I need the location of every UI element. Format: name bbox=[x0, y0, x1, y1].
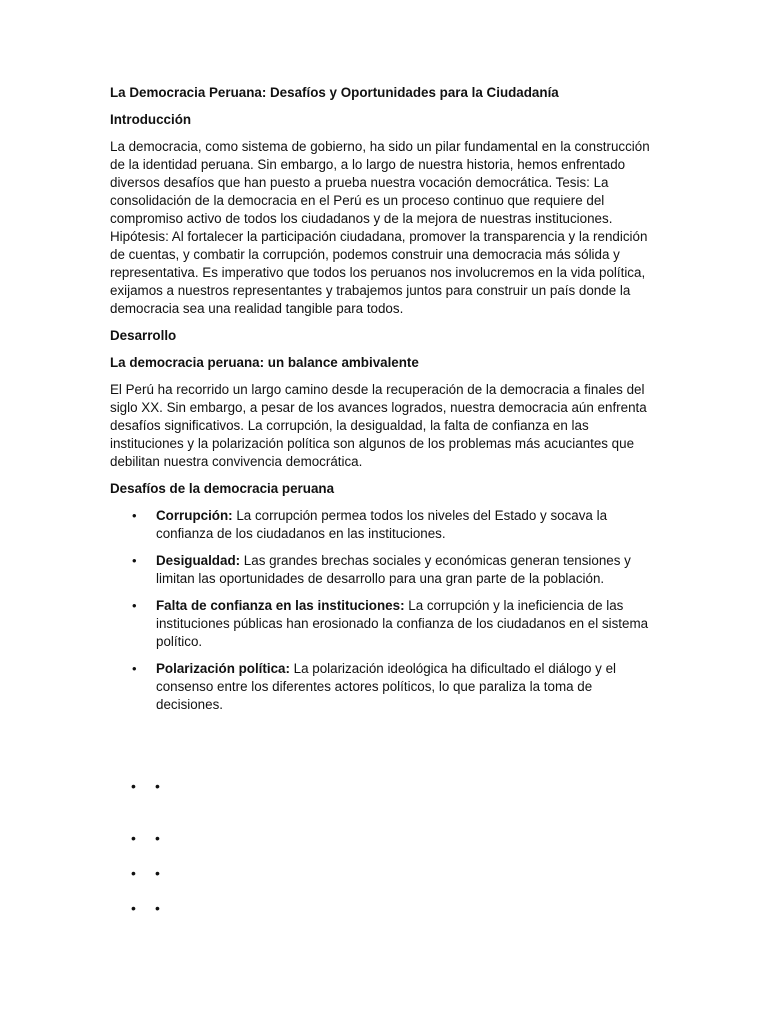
intro-heading: Introducción bbox=[110, 112, 192, 127]
development-heading: Desarrollo bbox=[110, 328, 177, 343]
challenge-text: Las grandes brechas sociales y económicas generan tensiones y limitan las oportunidades de desarrollo para una gran parte de la población. bbox=[156, 553, 631, 586]
challenges-heading: Desafíos de la democracia peruana bbox=[110, 481, 335, 496]
document-page bbox=[110, 84, 658, 723]
intro-paragraph: La democracia, como sistema de gobierno, ha sido un pilar fundamental en la construcción de la identidad peruana. Sin embargo, a lo largo de nuestra historia, hemos enfrentado diversos desafíos que han puesto a prueba nuestra vocación democrática. Tesis: La consolidación de la democracia en el Perú es un proceso continuo que requiere del compromiso activo de todos los ciudadanos y de la mejora de nuestras instituciones. Hipótesis: Al fortalecer la participación ciudadana, promover la transparencia y la rendición de cuentas, y combatir la corrupción, podemos construir una democracia más sólida y representativa. Es imperativo que todos los peruanos nos involucremos en la vida política, exijamos a nuestros representantes y trabajemos juntos para construir un país donde la democracia sea una realidad tangible para todos. bbox=[110, 139, 650, 316]
challenge-text: La polarización ideológica ha dificultado el diálogo y el consenso entre los diferentes actores políticos, lo que paraliza la toma de decisiones. bbox=[156, 661, 616, 712]
bullet-icon: • bbox=[155, 830, 160, 846]
document-title: La Democracia Peruana: Desafíos y Oportunidades para la Ciudadanía bbox=[110, 85, 559, 100]
empty-list-item bbox=[131, 830, 191, 850]
balance-heading: La democracia peruana: un balance ambivalente bbox=[110, 355, 419, 370]
empty-list-item bbox=[131, 900, 191, 920]
list-item bbox=[110, 660, 658, 714]
challenge-term: Falta de confianza en las instituciones: bbox=[156, 598, 405, 613]
bullet-icon: • bbox=[132, 553, 137, 568]
bullet-icon: • bbox=[131, 865, 136, 881]
list-item bbox=[110, 552, 658, 588]
bullet-icon: • bbox=[132, 508, 137, 523]
challenge-term: Corrupción: bbox=[156, 508, 233, 523]
balance-paragraph: El Perú ha recorrido un largo camino desde la recuperación de la democracia a finales del siglo XX. Sin embargo, a pesar de los avances logrados, nuestra democracia aún enfrenta desafíos significativos. La corrupción, la desigualdad, la falta de confianza en las instituciones y la polarización política son algunos de los problemas más acuciantes que debilitan nuestra convivencia democrática. bbox=[110, 382, 647, 469]
bullet-icon: • bbox=[155, 865, 160, 881]
challenge-term: Desigualdad: bbox=[156, 553, 241, 568]
bullet-icon: • bbox=[132, 661, 137, 676]
bullet-icon: • bbox=[155, 900, 160, 916]
list-item bbox=[110, 597, 658, 651]
challenge-text: La corrupción y la ineficiencia de las instituciones públicas han erosionado la confianza de los ciudadanos en el sistema político. bbox=[156, 598, 649, 649]
empty-list-item bbox=[131, 778, 191, 798]
challenges-list bbox=[110, 507, 658, 714]
bullet-icon: • bbox=[132, 598, 137, 613]
empty-list-item bbox=[131, 865, 191, 885]
bullet-icon: • bbox=[131, 830, 136, 846]
challenge-term: Polarización política: bbox=[156, 661, 290, 676]
bullet-icon: • bbox=[131, 778, 136, 794]
bullet-icon: • bbox=[155, 778, 160, 794]
bullet-icon: • bbox=[131, 900, 136, 916]
challenge-text: La corrupción permea todos los niveles del Estado y socava la confianza de los ciudadanos en las instituciones. bbox=[156, 508, 608, 541]
list-item bbox=[110, 507, 658, 543]
